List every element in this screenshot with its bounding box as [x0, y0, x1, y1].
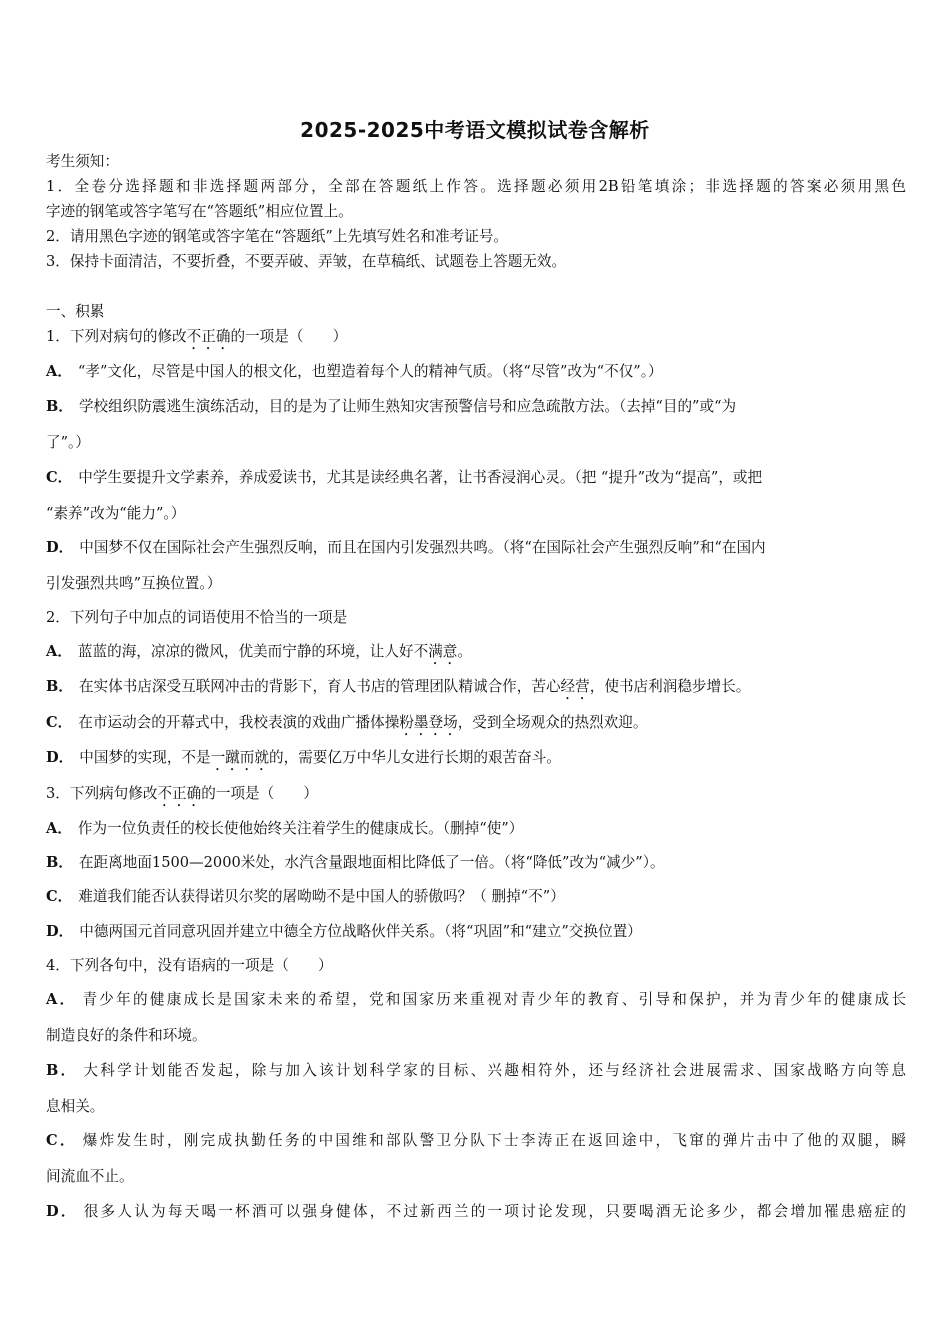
section-heading: 一、积累 [46, 303, 105, 320]
q3-option-d[interactable]: D． 中德两国元首同意巩固并建立中德全方位战略伙伴关系。（将“巩固”和“建立”交换位置） [46, 923, 642, 940]
notice-item-2: 2．请用黑色字迹的钢笔或答字笔在“答题纸”上先填写姓名和准考证号。 [46, 228, 509, 245]
q1-option-c[interactable]: C． 中学生要提升文学素养，养成爱读书，尤其是读经典名著，让书香浸润心灵。（把 “提升”改为“提高”，或把 [46, 469, 763, 486]
q4-option-d[interactable]: D． 很多人认为每天喝一杯酒可以强身健体，不过新西兰的一项讨论发现，只要喝酒无论多少，都会增加罹患癌症的 [46, 1203, 906, 1220]
question-3-stem: 3．下列病句修改不正确的一项是（ ） [46, 785, 319, 802]
question-1-stem: 1．下列对病句的修改不正确的一项是（ ） [46, 328, 348, 345]
q1-option-d-cont: 引发强烈共鸣”互换位置。） [46, 575, 222, 592]
question-2-stem: 2．下列句子中加点的词语使用不恰当的一项是 [46, 609, 348, 626]
q1-option-d[interactable]: D． 中国梦不仅在国际社会产生强烈反响，而且在国内引发强烈共鸣。（将“在国际社会产生强烈反响”和“在国内 [46, 539, 766, 556]
q4-option-c-cont: 间流血不止。 [46, 1168, 134, 1185]
q4-option-a[interactable]: A． 青少年的健康成长是国家未来的希望，党和国家历来重视对青少年的教育、引导和保护，并为青少年的健康成长 [46, 991, 906, 1008]
notice-item-1-cont: 字迹的钢笔或答字笔写在“答题纸”相应位置上。 [46, 203, 353, 220]
q1-option-a[interactable]: A． “孝”文化，尽管是中国人的根文化，也塑造着每个人的精神气质。（将“尽管”改为“不仅”。） [46, 363, 663, 380]
notice-heading: 考生须知： [46, 153, 119, 170]
q1-option-b[interactable]: B． 学校组织防震逃生演练活动，目的是为了让师生熟知灾害预警信号和应急疏散方法。（去掉“目的”或“为 [46, 398, 737, 415]
q4-option-a-cont: 制造良好的条件和环境。 [46, 1027, 207, 1044]
notice-item-3: 3．保持卡面清洁，不要折叠，不要弄破、弄皱，在草稿纸、试题卷上答题无效。 [46, 253, 567, 270]
q3-option-c[interactable]: C． 难道我们能否认获得诺贝尔奖的屠呦呦不是中国人的骄傲吗？（ 删掉“不”） [46, 888, 565, 905]
q2-option-a[interactable]: A． 蓝蓝的海，凉凉的微风，优美而宁静的环境，让人好不满意。 [46, 643, 472, 660]
question-4-stem: 4．下列各句中，没有语病的一项是（ ） [46, 957, 333, 974]
q3-option-a[interactable]: A． 作为一位负责任的校长使他始终关注着学生的健康成长。（删掉“使”） [46, 820, 524, 837]
q1-option-b-cont: 了”。） [46, 434, 90, 451]
q2-option-c[interactable]: C． 在市运动会的开幕式中，我校表演的戏曲广播体操粉墨登场，受到全场观众的热烈欢迎。 [46, 714, 648, 731]
q4-option-b[interactable]: B． 大科学计划能否发起，除与加入该计划科学家的目标、兴趣相符外，还与经济社会进展需求、国家战略方向等息 [46, 1062, 906, 1079]
page-title: 2025-2025中考语文模拟试卷含解析 [300, 118, 650, 142]
q3-option-b[interactable]: B． 在距离地面1500—2000米处，水汽含量跟地面相比降低了一倍。（将“降低”改为“减少”）。 [46, 854, 665, 871]
q2-option-d[interactable]: D． 中国梦的实现，不是一蹴而就的，需要亿万中华儿女进行长期的艰苦奋斗。 [46, 749, 561, 766]
q4-option-c[interactable]: C． 爆炸发生时，刚完成执勤任务的中国维和部队警卫分队下士李涛正在返回途中，飞窜的弹片击中了他的双腿，瞬 [46, 1132, 906, 1149]
q2-option-b[interactable]: B． 在实体书店深受互联网冲击的背影下，育人书店的管理团队精诚合作，苦心经营，使书店利润稳步增长。 [46, 678, 751, 695]
notice-item-1: 1．全卷分选择题和非选择题两部分，全部在答题纸上作答。选择题必须用2B铅笔填涂；非选择题的答案必须用黑色 [46, 178, 906, 195]
q4-option-b-cont: 息相关。 [46, 1098, 105, 1115]
q1-option-c-cont: “素养”改为“能力”。） [46, 505, 186, 522]
